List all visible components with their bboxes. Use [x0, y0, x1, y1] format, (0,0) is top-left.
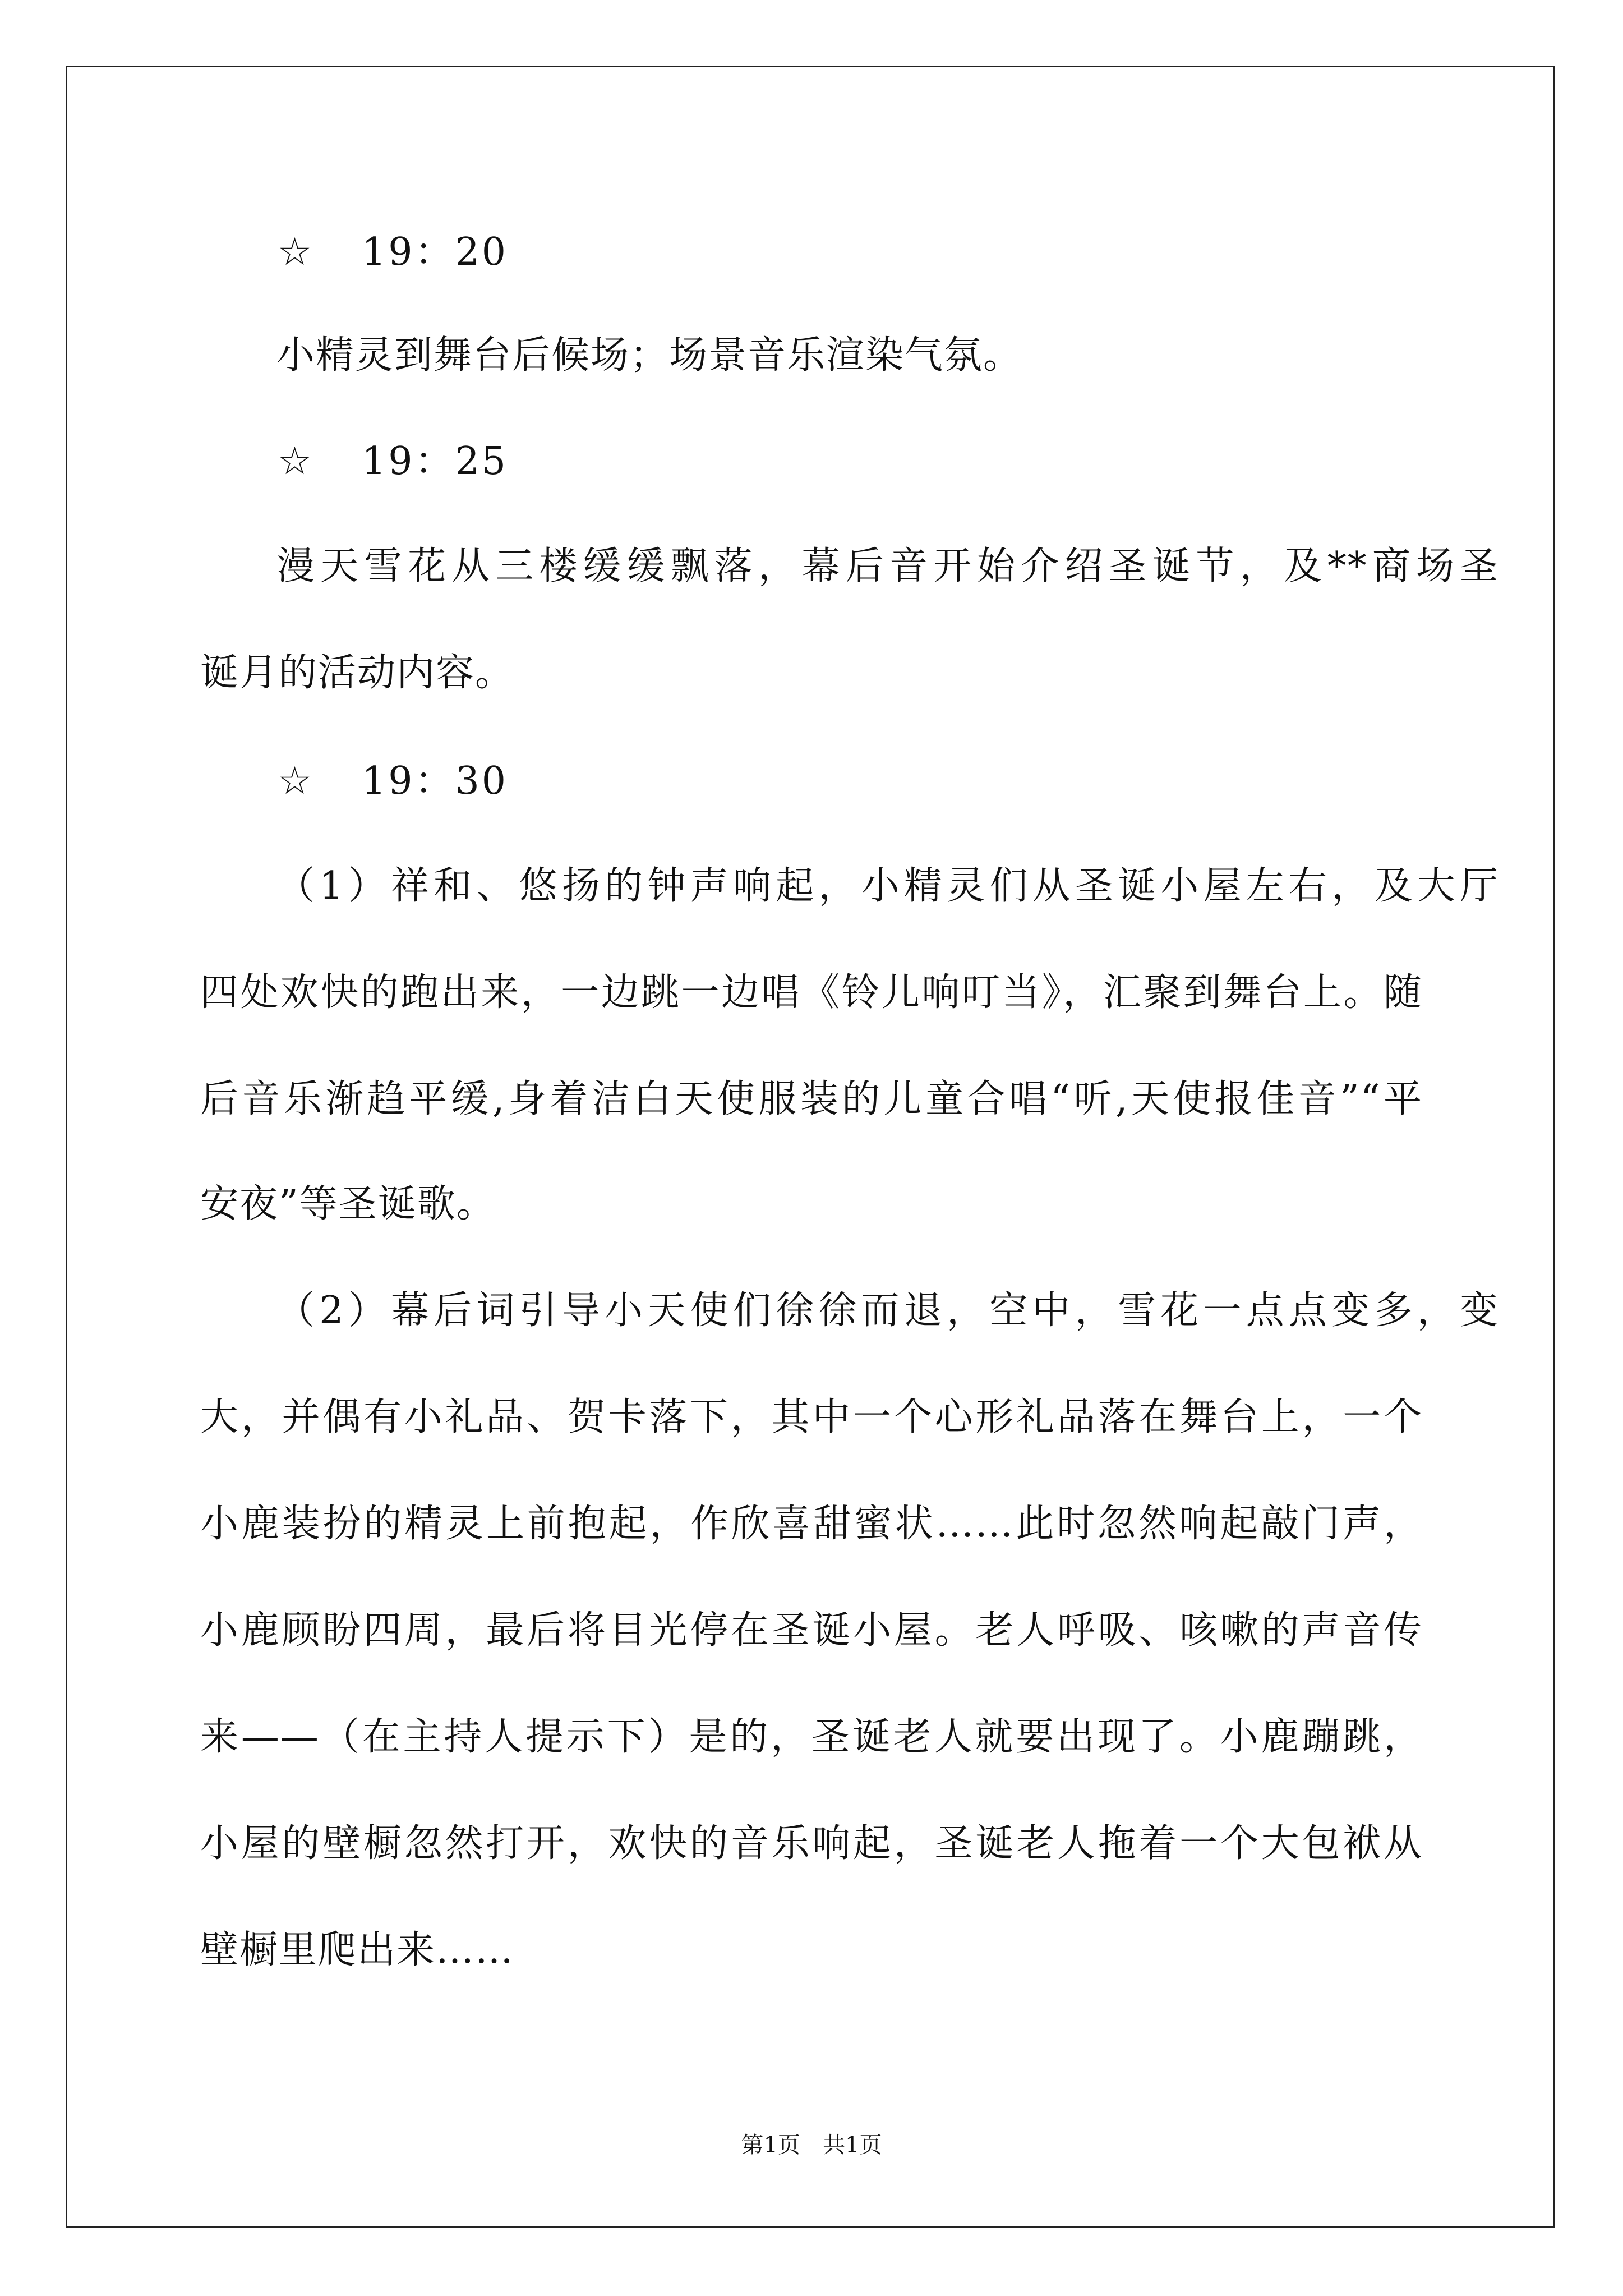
- paragraph-line: 壁橱里爬出来……: [200, 1928, 515, 1972]
- paragraph-line: 后音乐渐趋平缓,身着洁白天使服装的儿童合唱“听,天使报佳音”“平: [200, 1077, 1423, 1121]
- paragraph-line: 小鹿装扮的精灵上前抱起，作欣喜甜蜜状……此时忽然响起敲门声，: [200, 1502, 1423, 1546]
- paragraph-line: （1）祥和、悠扬的钟声响起，小精灵们从圣诞小屋左右，及大厅: [276, 864, 1499, 908]
- page-border: [66, 66, 1555, 2228]
- paragraph-line: 小鹿顾盼四周，最后将目光停在圣诞小屋。老人呼吸、咳嗽的声音传: [200, 1608, 1423, 1653]
- paragraph-line: 大，并偶有小礼品、贺卡落下，其中一个心形礼品落在舞台上，一个: [200, 1395, 1423, 1439]
- star-icon: ☆: [278, 439, 313, 484]
- time-label: 19：20: [362, 230, 509, 274]
- star-icon: ☆: [278, 759, 313, 803]
- time-label: 19：30: [362, 759, 509, 803]
- paragraph-line: 来——（在主持人提示下）是的，圣诞老人就要出现了。小鹿蹦跳，: [200, 1715, 1423, 1759]
- time-heading-1925: [200, 439, 508, 484]
- star-icon: ☆: [278, 230, 313, 274]
- paragraph-line: 四处欢快的跑出来，一边跳一边唱《铃儿响叮当》，汇聚到舞台上。随: [200, 970, 1423, 1015]
- time-label: 19：25: [362, 439, 509, 484]
- paragraph-line: 小屋的壁橱忽然打开，欢快的音乐响起，圣诞老人拖着一个大包袱从: [200, 1821, 1423, 1866]
- paragraph-line: 安夜”等圣诞歌。: [200, 1182, 496, 1226]
- paragraph-line: 漫天雪花从三楼缓缓飘落，幕后音开始介绍圣诞节，及**商场圣: [276, 544, 1499, 588]
- paragraph-line: （2）幕后词引导小天使们徐徐而退，空中，雪花一点点变多，变: [276, 1289, 1499, 1333]
- page-footer: 第1页 共1页: [741, 2132, 882, 2158]
- time-heading-1930: [200, 759, 508, 804]
- paragraph-line: 诞月的活动内容。: [200, 651, 515, 695]
- paragraph-line: 小精灵到舞台后候场；场景音乐渲染气氛。: [276, 333, 1023, 378]
- time-heading-1920: [200, 230, 508, 275]
